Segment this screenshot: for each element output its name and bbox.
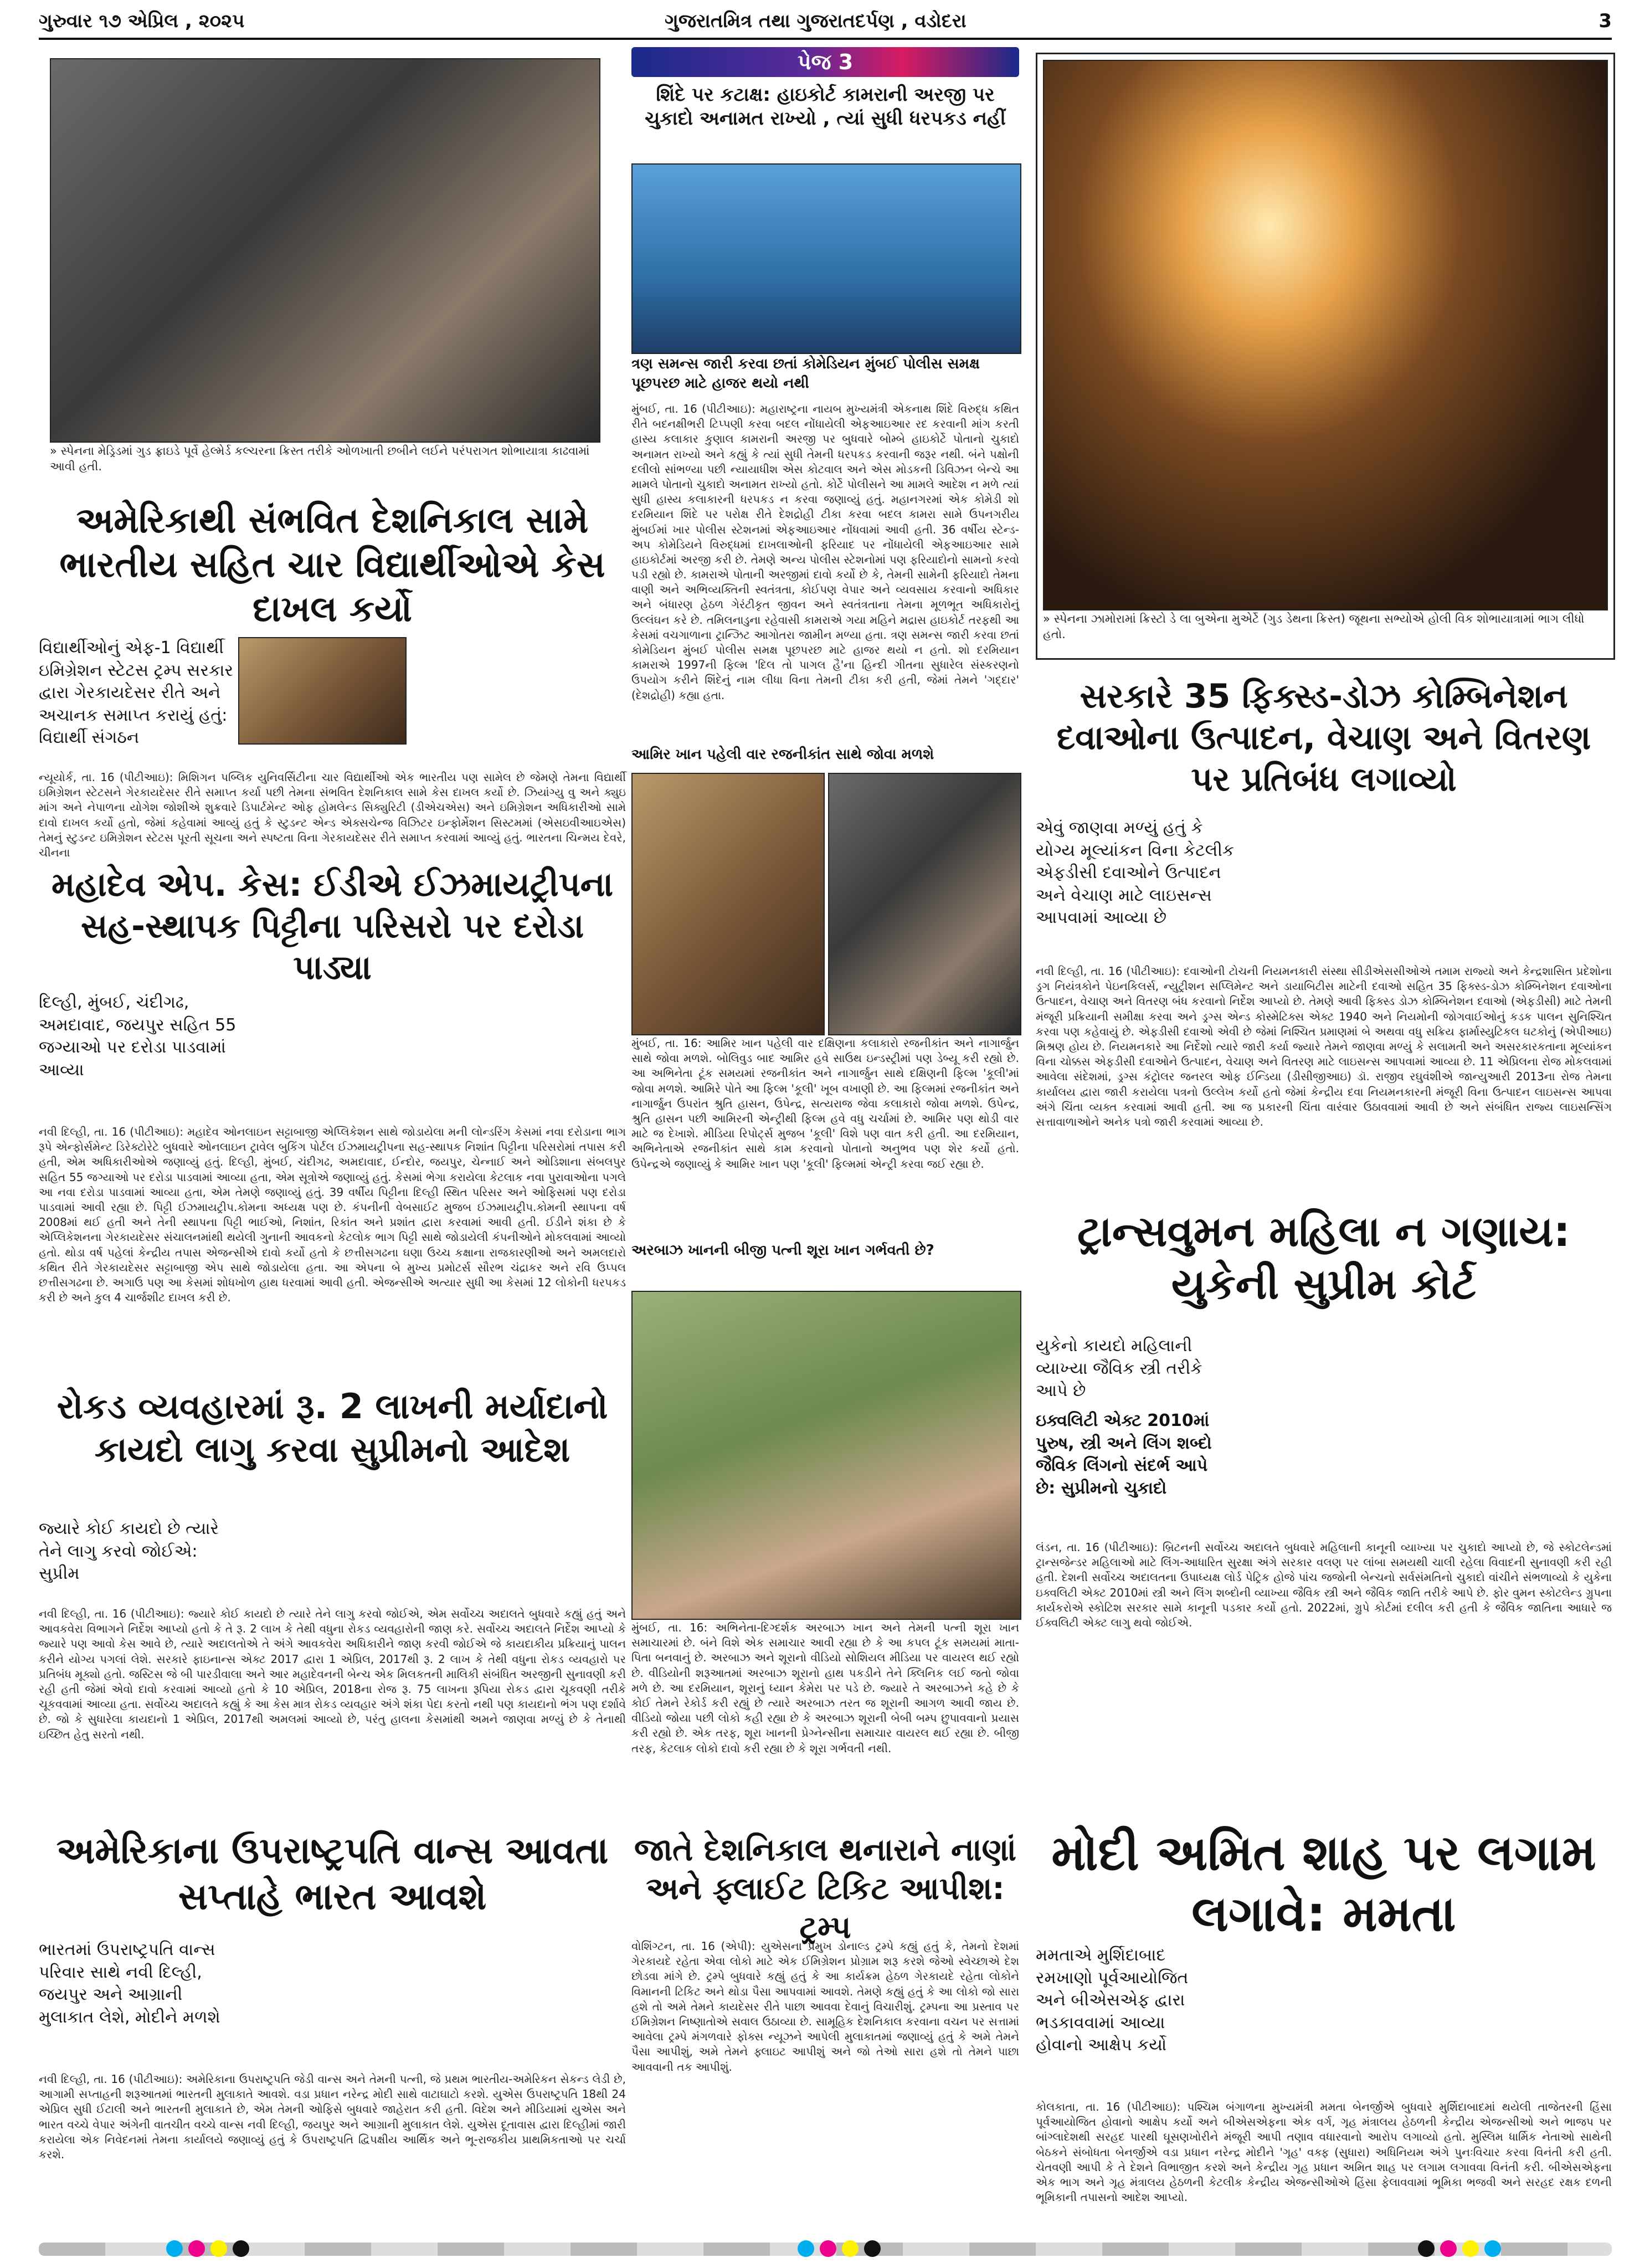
sub-kamra: ત્રણ સમન્સ જારી કરવા છતાં કોમેડિયન મુંબઈ પોલીસ સમક્ષ પૂછપરછ માટે હાજર થયો નથી (631, 356, 980, 392)
registration-marks-right (1418, 2240, 1501, 2257)
body-trump-deport: વોશિંગ્ટન, તા. 16 (એપી): યુએસના પ્રમુખ ડોનાલ્ડ ટ્રમ્પે કહ્યું હતું કે, તેમનો દેશમાં ગેરકાયદે રહેતા એવા લોકો માટે એક ઈમિગ્રેશન પ્રોગ્રામ શરૂ કરશે જેઓ સ્વેચ્છાએ દેશ છોડવા માંગે છે. ટ્રમ્પે બુધવારે કહ્યું હતું કે આ કાર્યક્રમ હેઠળ ગેરકાયદે રહેતા લોકોને વિમાનની ટિકિટ અને થોડા પૈસા આપવામાં આવશે. તેમણે કહ્યું હતું કે આ લોકો જો સારા હશે તો અમે તેમને કાયદેસર રીતે પાછા આવવા દેવાનું વિચારીશું. ટ્રમ્પના આ પ્રસ્તાવ પર ઈમિગ્રેશન નિષ્ણાતોએ સવાલ ઉઠાવ્યા છે. સામૂહિક દેશનિકાલ કરવાના વચન પર સત્તામાં આવેલા ટ્રમ્પે મંગળવારે ફોક્સ ન્યૂઝને આપેલી મુલાકાતમાં જણાવ્યું હતું કે અમે તેમને પૈસા આપીશું, અમે તેમને ફ્લાઇટ આપીશું અને જો તેઓ સારા હશે તો તેમને પાછા આવવાની તક આપીશું. (631, 1939, 1019, 2074)
student-portrait-photo (238, 637, 407, 745)
aamir-photo (828, 773, 1021, 1035)
headline-uk-supreme-court: ટ્રાન્સવુમન મહિલા ન ગણાય: યુકેની સુપ્રીમ કોર્ટ (1077, 1207, 1571, 1309)
body-kamra: મુંબઈ, તા. 16 (પીટીઆઇ): મહારાષ્ટ્રના નાયબ મુખ્યમંત્રી એકનાથ શિંદે વિરુદ્ધ કથિત રીતે બદનક્ષીભરી ટિપ્પણી કરવા બદલ નોંધાયેલી એફઆઇઆર રદ કરવાની માંગ કરતી હાસ્ય કલાકાર કુણાલ કામરાની અરજી પર બુધવારે બોમ્બે હાઇકોર્ટે પોતાનો ચુકાદો અનામત રાખ્યો અને કહ્યું કે ત્યાં સુધી તેમની ધરપકડ કરવાની જરૂર નથી. બંને પક્ષોની દલીલો સાંભળ્યા પછી ન્યાયાધીશ એસ કોટવાલ અને એસ મોડકની ડિવિઝન બેન્ચે આ મામલે પોતાનો ચુકાદો અનામત રાખ્યો હતો. કોર્ટે પોલીસને આ મામલે આદેશ ન મળે ત્યાં સુધી હાસ્ય કલાકારની ધરપકડ ન કરવા જણાવ્યું હતું. મહાનગરમાં એક કોમેડી શો દરમિયાન શિંદે પર પરોક્ષ રીતે દેશદ્રોહી ટીકા કરવા બદલ કામરા સામે ઉપનગરીય મુંબઈમાં ખાર પોલીસ સ્ટેશનમાં એફઆઇઆર નોંધવામાં આવી હતી. 36 વર્ષીય સ્ટેન્ડ-અપ કોમેડિયને વિરુદ્ધમાં દાખલાઓની ફરિયાદ પર નોંધાયેલી એફઆઇઆર સામે હાઇકોર્ટમાં અરજી કરી છે. તેમણે અન્ય પોલીસ સ્ટેશનોમાં પણ ફરિયાદોનો સામનો કરવો પડી રહ્યો છે. કામરાએ પોતાની અરજીમાં દાવો કર્યો છે કે, તેમની સામેની ફરિયાદો તેમના વાણી અને અભિવ્યક્તિની સ્વતંત્રતા, કોઈપણ વેપાર અને વ્યવસાય કરવાનો અધિકાર અને બંધારણ હેઠળ ગેરંટીકૃત જીવન અને સ્વતંત્રતાના તેમના મૂળભૂત અધિકારોનું ઉલ્લંઘન કરે છે. તમિલનાડુના રહેવાસી કામરાએ ગયા મહિને મદ્રાસ હાઇકોર્ટ તરફથી આ કેસમાં વચગાળાના ટ્રાન્ઝિટ આગોતરા જામીન મળ્યા હતા. ત્રણ સમન્સ જારી કરવા છતાં કોમેડિયન મુંબઈ પોલીસ સમક્ષ પૂછપરછ માટે હાજર થયો ન હતો. શો દરમિયાન કામરાએ 1997ની ફિલ્મ 'દિલ તો પાગલ હૈ'ના હિન્દી ગીતના સુધારેલ સંસ્કરણનો ઉપયોગ કરીને શિંદેનું નામ લીધા વિના તેમની ટીકા કરી હતી, જેમાં તેમને 'ગદ્દાર' (દેશદ્રોહી) કહ્યા હતા. (631, 402, 1019, 702)
comedian-photo (631, 163, 1021, 354)
body-mahadev-app: નવી દિલ્હી, તા. 16 (પીટીઆઇ): મહાદેવ ઓનલાઇન સટ્ટાબાજી એપ્લિકેશન સાથે જોડાયેલા મની લોન્ડરિંગ કેસમાં નવા દરોડાના ભાગ રૂપે એન્ફોર્સમેન્ટ ડિરેક્ટોરેટે બુધવારે ઓનલાઇન ટ્રાવેલ બુકિંગ પોર્ટલ ઈઝમાયટ્રીપના સહ-સ્થાપક નિશાંત પિટ્ટીના પરિસરોમાં તપાસ કરી હતી, એમ અધિકારીઓએ જણાવ્યું હતું. દિલ્હી, મુંબઈ, ચંદીગઢ, અમદાવાદ, ઈન્દોર, જયપુર, ચેન્નાઈ અને ઓડિશાના સંબલપુર સહિત 55 જગ્યાઓ પર દરોડા પાડવામાં આવ્યા હતા, એમ સૂત્રોએ જણાવ્યું હતું. કેસમાં ભેગા કરાયેલા કેટલાક નવા પુરાવાઓના પગલે આ નવા દરોડા પાડવામાં આવ્યા હતા, એમ તેમણે જણાવ્યું હતું. 39 વર્ષીય પિટ્ટીના દિલ્હી સ્થિત પરિસર અને ઓફિસમાં પણ દરોડા પાડવામાં આવી રહ્યા છે. પિટ્ટી ઈઝમાયટ્રીપ.કોમના અધ્યક્ષ પણ છે. કંપનીની વેબસાઈટ મુજબ ઈઝમાયટ્રીપ.કોમની સ્થાપના વર્ષ 2008માં થઈ હતી અને તેની સ્થાપના પિટ્ટી ભાઈઓ, નિશાંત, રિકાંત અને પ્રશાંત દ્વારા કરવામાં આવી હતી. ઈડીને શંકા છે કે એપ્લિકેશનના ગેરકાયદેસર સંચાલનમાંથી થયેલી ગુનાની આવકનો કેટલોક ભાગ પિટ્ટી સાથે જોડાયેલી કંપનીઓને મોકલવામાં આવ્યો હતો. થોડા વર્ષ પહેલાં કેન્દ્રીય તપાસ એજન્સીએ દાવો કર્યો હતો કે છત્તીસગઢના ઘણા ઉચ્ચ કક્ષાના રાજકારણીઓ અને અમલદારો કથિત રીતે ગેરકાયદેસર સટ્ટાબાજી એપ સાથે જોડાયેલા હતા. આ એપના બે મુખ્ય પ્રમોટર્સ સૌરભ ચંદ્રાકર અને રવિ ઉપ્પલ છત્તીસગઢના છે. અગાઉ પણ આ કેસમાં શોધખોળ હાથ ધરવામાં આવી હતી. એજન્સીએ અત્યાર સુધી આ કેસમાં 12 લોકોની ધરપકડ કરી છે અને કુલ 4 ચાર્જશીટ દાખલ કરી છે. (39, 1125, 626, 1305)
body-vance-visit: નવી દિલ્હી, તા. 16 (પીટીઆઇ): અમેરિકાના ઉપરાષ્ટ્રપતિ જેડી વાન્સ અને તેમની પત્ની, જે પ્રથમ ભારતીય-અમેરિકન સેકન્ડ લેડી છે, આગામી સપ્તાહની શરૂઆતમાં ભારતની મુલાકાતે આવશે. વડા પ્રધાન નરેન્દ્ર મોદી સાથે વાટાઘાટો કરશે. યુએસ ઉપરાષ્ટ્રપતિ 18થી 24 એપ્રિલ સુધી ઈટાલી અને ભારતની મુલાકાતે છે, એમ તેમની ઓફિસે બુધવારે જાહેરાત કરી હતી. વિદેશ અને મીડિયામાં યુએસ અને ભારત વચ્ચે વેપાર અંગેની વાતચીત વચ્ચે વાન્સ નવી દિલ્હી, જયપુર અને આગ્રાની મુલાકાત લેશે. યુએસ દૂતાવાસ દ્વારા દિલ્હીમાં જારી કરાયેલા એક નિવેદનમાં તેમના કાર્યાલયે જણાવ્યું હતું કે ઉપરાષ્ટ્રપતિ દ્વિપક્ષીય આર્થિક અને ભૂ-રાજકીય પ્રાથમિકતાઓ પર ચર્ચા કરશે. (39, 2072, 626, 2161)
rajinikanth-photo (631, 773, 825, 1035)
body-aamir: મુંબઈ, તા. 16: આમિર ખાન પહેલી વાર દક્ષિણના કલાકારો રજનીકાંત અને નાગાર્જુન સાથે જોવા મળશે. બોલિવુડ બાદ આમિર હવે સાઉથ ઇન્ડસ્ટ્રીમાં પણ ડેબ્યૂ કરી રહ્યો છે. આ અભિનેતા ટૂંક સમયમાં રજનીકાંત અને નાગાર્જુન સાથે દક્ષિણની ફિલ્મ 'કૂલી'માં જોવા મળશે. આમિરે પોતે આ ફિલ્મ 'કૂલી' ખૂબ વખાણી છે. આ ફિલ્મમાં રજનીકાંત અને નાગાર્જુન ઉપરાંત શ્રુતિ હાસન, ઉપેન્દ્ર, સત્યરાજ જેવા કલાકારો જોવા મળશે. ઉપેન્દ્ર, શ્રુતિ હાસન પછી આમિરની એન્ટ્રીથી ફિલ્મ હવે વધુ ચર્ચામાં છે. આમિર પણ થોડી વાર માટે જ દેખાશે. મીડિયા રિપોર્ટ્સ મુજબ 'કૂલી' વિશે પણ વાત કરી હતી. આ દરમિયાન, અભિનેતાએ રજનીકાંત સાથે કામ કરવાનો પોતાનો અનુભવ પણ શેર કર્યો હતો. ઉપેન્દ્રએ જણાવ્યું કે આમિર ખાન પણ 'કૂલી' ફિલ્મમાં એન્ટ્રી કરવા જઈ રહ્યા છે. (631, 1036, 1019, 1171)
black-dot (233, 2240, 249, 2257)
headline-arbaaz: અરબાઝ ખાનની બીજી પત્ની શૂરા ખાન ગર્ભવતી છે? (631, 1242, 934, 1259)
headline-mamata: મોદી અમિત શાહ પર લગામ લગાવે: મમતા (1051, 1824, 1596, 1942)
body-fdc-ban: નવી દિલ્હી, તા. 16 (પીટીઆઇ): દવાઓની ટોચની નિયમનકારી સંસ્થા સીડીએસસીઓએ તમામ રાજ્યો અને કેન્દ્રશાસિત પ્રદેશોના ડ્રગ નિયંત્રકોને પેઇનકિલર્સ, ન્યુટ્રીશન સપ્લિમેન્ટ અને ડાયાબિટીસ માટેની દવાઓ સહિત 35 ફિક્સ્ડ-ડોઝ કોમ્બિનેશન દવાઓના ઉત્પાદન, વેચાણ અને વિતરણ બંધ કરવાનો નિર્દેશ આપ્યો છે. તેમણે આવી ફિક્સ્ડ ડોઝ કોમ્બિનેશન દવાઓ (એફડીસી) માટે તેમની મંજૂરી પ્રક્રિયાની સમીક્ષા કરવા અને ડ્રગ્સ એન્ડ કોસ્મેટિક્સ એક્ટ 1940 અને નિયમોની જોગવાઈઓનું કડક પાલન સુનિશ્ચિત કરવા પણ કહેવાયું છે. એફડીસી દવાઓ એવી છે જેમાં નિશ્ચિત પ્રમાણમાં બે અથવા વધુ સક્રિય ફાર્માસ્યુટિકલ ઘટકોનું (એપીઆઇ) મિશ્રણ હોય છે. નિયમનકારે આ નિર્દેશો ત્યારે જારી કર્યા જ્યારે તેમને જાણવા મળ્યું કે સલામતી અને અસરકારકતાના મૂલ્યાંકન વિના ચોક્કસ એફડીસી દવાઓને ઉત્પાદન, વેચાણ અને વિતરણ માટે લાઇસન્સ આપવામાં આવ્યા છે. 11 એપ્રિલના રોજ મોકલવામાં આવેલા સંદેશમાં, ડ્રગ્સ કંટ્રોલર જનરલ ઓફ ઈન્ડિયા (ડીસીજીઆઇ) ડૉ. રાજીવ રઘુવંશીએ જાન્યુઆરી 2013ના રોજ તેમના કાર્યાલય દ્વારા જારી કરાયેલા પત્રનો ઉલ્લેખ કર્યો હતો જેમાં કેન્દ્રીય દવા નિયમનકારની મંજૂરી વિના ઉત્પાદન લાઇસન્સ આપવા અંગે ચિંતા વ્યક્ત કરવામાં આવી હતી. આ જ પ્રકારની ચિંતા વારંવાર ઉઠાવવામાં આવી છે અને સંબંધિત રાજ્ય લાઇસન્સિંગ સત્તાવાળાઓને અનેક પત્રો જારી કરવામાં આવ્યા છે. (1036, 964, 1612, 1128)
lead-cash-limit: જ્યારે કોઈ કાયદો છે ત્યારે તેને લાગુ કરવો જોઈએ: સુપ્રીમ (39, 1519, 219, 1583)
header-page-number: 3 (1598, 10, 1612, 32)
lead-uk-supreme-court: યુકેનો કાયદો મહિલાની વ્યાખ્યા જૈવિક સ્ત્રી તરીકે આપે છે (1036, 1336, 1202, 1400)
zamora-procession-photo (1043, 60, 1608, 610)
headline-fdc-ban: સરકારે 35 ફિક્સ્ડ-ડોઝ કોમ્બિનેશન દવાઓના ઉત્પાદન, વેચાણ અને વિતરણ પર પ્રતિબંધ લગાવ્યો (1056, 677, 1591, 799)
black-dot (864, 2240, 881, 2257)
photo-caption-right: » સ્પેનના ઝામોરામાં ક્રિસ્ટો ડે લા બુએના મુએર્ટે (ગુડ ડેથના ક્રિસ્ત) જૂથના સભ્યોએ હોલી વિક શોભાયાત્રામાં ભાગ લીધો હતો. (1043, 612, 1585, 642)
body-mamata: કોલકાતા, તા. 16 (પીટીઆઇ): પશ્ચિમ બંગાળના મુખ્યમંત્રી મમતા બેનર્જીએ બુધવારે મુર્શિદાબાદમાં થયેલી તાજેતરની હિંસા પૂર્વઆયોજિત હોવાનો આક્ષેપ કર્યો અને બીએસએફના એક વર્ગ, ગૃહ મંત્રાલય હેઠળની કેન્દ્રીય એજન્સીઓ અને ભાજપ પર બાંગ્લાદેશથી સરહદ પારથી ઘૂસણખોરીને મંજૂરી આપી તણાવ વધારવાનો આરોપ લગાવ્યો હતો. મુસ્લિમ ધાર્મિક નેતાઓ સાથેની બેઠકને સંબોધતા બેનર્જીએ વડા પ્રધાન નરેન્દ્ર મોદીને 'ગૃહ' વક્ફ (સુધારા) અધિનિયમ અંગે પુનઃવિચાર કરવા વિનંતી કરી હતી. ચેતવણી આપી કે તે દેશને વિભાજીત કરશે અને કેન્દ્રીય ગૃહ પ્રધાન અમિત શાહ પર લગામ લગાવવા વિનંતી કરી. બીએસએફના એક ભાગ અને ગૃહ મંત્રાલય હેઠળની કેટલીક કેન્દ્રીય એજન્સીઓએ હિંસા ફેલાવવામાં ભૂમિકા ભજવી અને સરહદ રક્ષક દળની ભૂમિકાની તપાસનો આદેશ આપ્યો. (1036, 2100, 1612, 2204)
sub-uk-supreme-court: ઇક્વલિટી એક્ટ 2010માં પુરુષ, સ્ત્રી અને લિંગ શબ્દો જૈવિક લિંગનો સંદર્ભ આપે છે: સુપ્રીમનો ચુકાદો (1036, 1411, 1212, 1498)
lead-mamata: મમતાએ મુર્શિદાબાદ રમખાણો પૂર્વઆયોજિત અને બીએસએફ દ્વારા ભડકાવવામાં આવ્યા હોવાનો આક્ષેપ કર્યો (1036, 1946, 1189, 2055)
headline-trump-deport: જાતે દેશનિકાલ થનારાને નાણાં અને ફ્લાઈટ ટિકિટ આપીશ: ટ્રમ્પ (634, 1832, 1017, 1946)
lead-mahadev-app: દિલ્હી, મુંબઈ, ચંદીગઢ, અમદાવાદ, જયપુર સહિત 55 જગ્યાઓ પર દરોડા પાડવામાં આવ્યા (39, 993, 237, 1080)
yellow-dot (210, 2240, 227, 2257)
photo-caption-left: » સ્પેનના મેડ્રિડમાં ગુડ ફ્રાઇડે પૂર્વે હેલ્મેર્ડ કલ્ચરના ક્રિસ્ત તરીકે ઓળખાતી છબીને લઈને પરંપરાગત શોભાયાત્રા કાઢવામાં આવી હતી. (50, 444, 590, 474)
cyan-dot (798, 2240, 814, 2257)
headline-mahadev-app: મહાદેવ એપ. કેસ: ઈડીએ ઈઝમાયટ્રીપના સહ-સ્થાપક પિટ્ટીના પરિસરો પર દરોડા પાડ્યા (51, 865, 614, 987)
body-cash-limit: નવી દિલ્હી, તા. 16 (પીટીઆઇ): જ્યારે કોઈ કાયદો છે ત્યારે તેને લાગુ કરવો જોઈએ, એમ સર્વોચ્ચ અદાલતે બુધવારે કહ્યું હતું અને આવકવેરા વિભાગને નિર્દેશ આપ્યો હતો કે તે રૂ. 2 લાખ કે તેથી વધુના રોકડ વ્યવહારોની જાણ કરે. સર્વોચ્ચ અદાલતે નિર્દેશ આપ્યો કે જ્યારે પણ આવો કેસ આવે છે, ત્યારે અદાલતોએ તે અંગે આવકવેરા અધિકારીને જાણ કરવી જોઈએ જે કાયદાકીય પ્રક્રિયાનું પાલન કરીને યોગ્ય પગલાં લેશે. સરકારે ફાઇનાન્સ એક્ટ 2017 દ્વારા 1 એપ્રિલ, 2017થી રૂ. 2 લાખ કે તેથી વધુના રોકડ વ્યવહારો પર પ્રતિબંધ મૂક્યો હતો. જસ્ટિસ જે બી પારડીવાલા અને આર મહાદેવનની બેન્ચ એક મિલકતની માલિકી સંબંધિત અરજીની સુનાવણી કરી રહી હતી જેમાં એવો દાવો કરવામાં આવ્યો હતો કે 10 એપ્રિલ, 2018ના રોજ રૂ. 75 લાખના રૂપિયા રોકડ દ્વારા ચૂકવણી તરીકે ચૂકવવામાં આવ્યા હતા. સર્વોચ્ચ અદાલતે કહ્યું કે આ કેસ માત્ર રોકડ વ્યવહાર અંગે શંકા પેદા કરતો નથી પણ કાયદાનો ભંગ પણ દર્શાવે છે. જો કે સુધારેલા કાયદાનો 1 એપ્રિલ, 2017થી અમલમાં આવ્યો છે, પરંતુ હાલના કેસમાંથી અમને જાણવા મળ્યું છે કે તેનાથી ઇચ્છિત હેતુ સરતો નથી. (39, 1607, 626, 1741)
black-dot (1418, 2240, 1435, 2257)
magenta-dot (1440, 2240, 1457, 2257)
headline-cash-limit: રોકડ વ્યવહારમાં રૂ. 2 લાખની મર્યાદાનો કાયદો લાગુ કરવા સુપ્રીમનો આદેશ (56, 1386, 608, 1470)
cyan-dot (166, 2240, 183, 2257)
headline-vance-visit: અમેરિકાના ઉપરાષ્ટ્રપતિ વાન્સ આવતા સપ્તાહે ભારત આવશે (56, 1829, 609, 1918)
magenta-dot (188, 2240, 205, 2257)
magenta-dot (820, 2240, 836, 2257)
lead-vance-visit: ભારતમાં ઉપરાષ્ટ્રપતિ વાન્સ પરિવાર સાથે નવી દિલ્હી, જયપુર અને આગ્રાની મુલાકાત લેશે, મોદીને મળશે (39, 1940, 220, 2027)
zamora-photo-frame (1036, 53, 1615, 660)
body-uk-supreme-court: લંડન, તા. 16 (પીટીઆઇ): બ્રિટનની સર્વોચ્ચ અદાલતે બુધવારે મહિલાની કાનૂની વ્યાખ્યા પર ચુકાદો આપ્યો છે, જે સ્કોટલેન્ડમાં ટ્રાન્સજેન્ડર મહિલાઓ માટે લિંગ-આધારિત સુરક્ષા અંગે સરકાર વલણ પર લાંબા સમયથી ચાલી રહેલા વિવાદની સુનાવણી કરી રહી હતી. દેશની સર્વોચ્ચ અદાલતના ઉપાધ્યક્ષ લોર્ડ પેટ્રિક હોજે પાંચ જજોની બેન્ચનો સર્વસંમતિનો ચુકાદો વાંચીને સંભળાવ્યો કે યુકેના ઇક્વલિટી એક્ટ 2010માં સ્ત્રી અને લિંગ શબ્દોની વ્યાખ્યા જૈવિક સ્ત્રી અને જૈવિક જાતિ તરીકે આપે છે. ફોર વુમન સ્કોટલેન્ડ ગ્રુપના કાર્યકરોએ સ્કોટિશ સરકાર સામે કાનૂની પડકાર કર્યો હતો. 2022માં, ગ્રુપે કોર્ટમાં દલીલ કરી હતી કે જૈવિક જાતિના આધારે જ ઈક્વલિટી એક્ટ લાગુ થવો જોઈએ. (1036, 1541, 1612, 1629)
cyan-dot (1484, 2240, 1501, 2257)
header-date: ગુરુવાર ૧૭ એપ્રિલ , ૨૦૨૫ (39, 10, 245, 32)
headline-kamra: શિંદે પર કટાક્ષ: હાઇકોર્ટ કામરાની અરજી પર ચુકાદો અનામત રાખ્યો , ત્યાં સુધી ધરપકડ નહીં (645, 84, 1006, 130)
headline-aamir: આમિર ખાન પહેલી વાર રજનીકાંત સાથે જોવા મળશે (631, 746, 934, 763)
body-us-deportation: ન્યૂયોર્ક, તા. 16 (પીટીઆઇ): મિશિગન પબ્લિક યુનિવર્સિટીના ચાર વિદ્યાર્થીઓ એક ભારતીય પણ સામેલ છે જેમણે તેમના વિદ્યાર્થી ઇમિગ્રેશન સ્ટેટસને ગેરકાયદેસર રીતે સમાપ્ત કર્યા પછી તેમના સંભવિત દેશનિકાલ સામે કેસ દાખલ કર્યો છે. ઝિયાંગ્યુ વુ અને ક્યુઇ માંગ અને નેપાળના યોગેશ જોશીએ શુક્રવારે ડિપાર્ટમેન્ટ ઓફ હોમલેન્ડ સિક્યુરિટી (ડીએચએસ) અને ઇમિગ્રેશન અધિકારીઓ સામે દાવો દાખલ કર્યો હતો, જેમાં કહેવામાં આવ્યું હતું કે સ્ટુડન્ટ એન્ડ એક્સચેન્જ વિઝિટર ઇન્ફોર્મેશન સિસ્ટમમાં (એસઇવીઆઇએસ) તેમનું સ્ટુડન્ટ ઇમિગ્રેશન સ્ટેટસ પૂરતી સૂચના અને સ્પષ્ટતા વિના ગેરકાયદેસર રીતે સમાપ્ત કરવામાં આવ્યું હતું. ભારતના ચિન્મય દેવરે, ચીનના (39, 771, 626, 859)
lead-us-deportation: વિદ્યાર્થીઓનું એફ-1 વિદ્યાર્થી ઇમિગ્રેશન સ્ટેટસ ટ્રમ્પ સરકાર દ્વારા ગેરકાયદેસર રીતે અને અચાનક સમાપ્ત કરાયું હતું: વિદ્યાર્થી સંગઠન (39, 638, 233, 747)
yellow-dot (1462, 2240, 1479, 2257)
body-arbaaz: મુંબઈ, તા. 16: અભિનેતા-દિગ્દર્શક અરબાઝ ખાન અને તેમની પત્ની શૂરા ખાન સમાચારમાં છે. બંને વિશે એક સમાચાર આવી રહ્યા છે કે આ કપલ ટૂંક સમયમાં માતા-પિતા બનવાનું છે. અરબાઝ અને શૂરાનો વીડિયો સોશિયલ મીડિયા પર વાયરલ થઈ રહ્યો છે. વીડિયોની શરૂઆતમાં અરબાઝ શૂરાનો હાથ પકડીને તેને ક્લિનિક લઈ જતો જોવા મળે છે. આ દરમિયાન, શૂરાનું ધ્યાન કેમેરા પર પડે છે. જ્યારે તે અરબાઝને કહે છે કે કોઈ તેમને રેકોર્ડ કરી રહ્યું છે ત્યારે અરબાઝ તરત જ શૂરાની આગળ આવી જાય છે. વીડિયો જોયા પછી લોકો કહી રહ્યા છે કે અરબાઝ શૂરાની બેબી બમ્પ છુપાવવાનો પ્રયાસ કરી રહ્યો છે. એક તરફ, શૂરા ખાનની પ્રેગ્નેન્સીના સમાચાર વાયરલ થઈ રહ્યા છે. બીજી તરફ, કેટલાક લોકો દાવો કરી રહ્યા છે કે શૂરા ગર્ભવતી નથી. (631, 1621, 1019, 1755)
page3-banner: પેજ 3 (631, 47, 1019, 77)
yellow-dot (842, 2240, 859, 2257)
registration-marks-center (798, 2240, 881, 2257)
lead-fdc-ban: એવું જાણવા મળ્યું હતું કે યોગ્ય મૂલ્યાંકન વિના કેટલીક એફડીસી દવાઓને ઉત્પાદન અને વેચાણ માટે લાઇસન્સ આપવામાં આવ્યા છે (1036, 818, 1235, 927)
registration-marks-left (166, 2240, 249, 2257)
headline-us-deportation: અમેરિકાથી સંભવિત દેશનિકાલ સામે ભારતીય સહિત ચાર વિદ્યાર્થીઓએ કેસ દાખલ કર્યો (59, 500, 605, 630)
page-header (39, 4, 1612, 40)
madrid-procession-photo (50, 58, 600, 443)
arbaaz-shura-photo (631, 1291, 1021, 1620)
header-paper: ગુજરાતમિત્ર તથા ગુજરાતદર્પણ , વડોદરા (665, 10, 967, 32)
